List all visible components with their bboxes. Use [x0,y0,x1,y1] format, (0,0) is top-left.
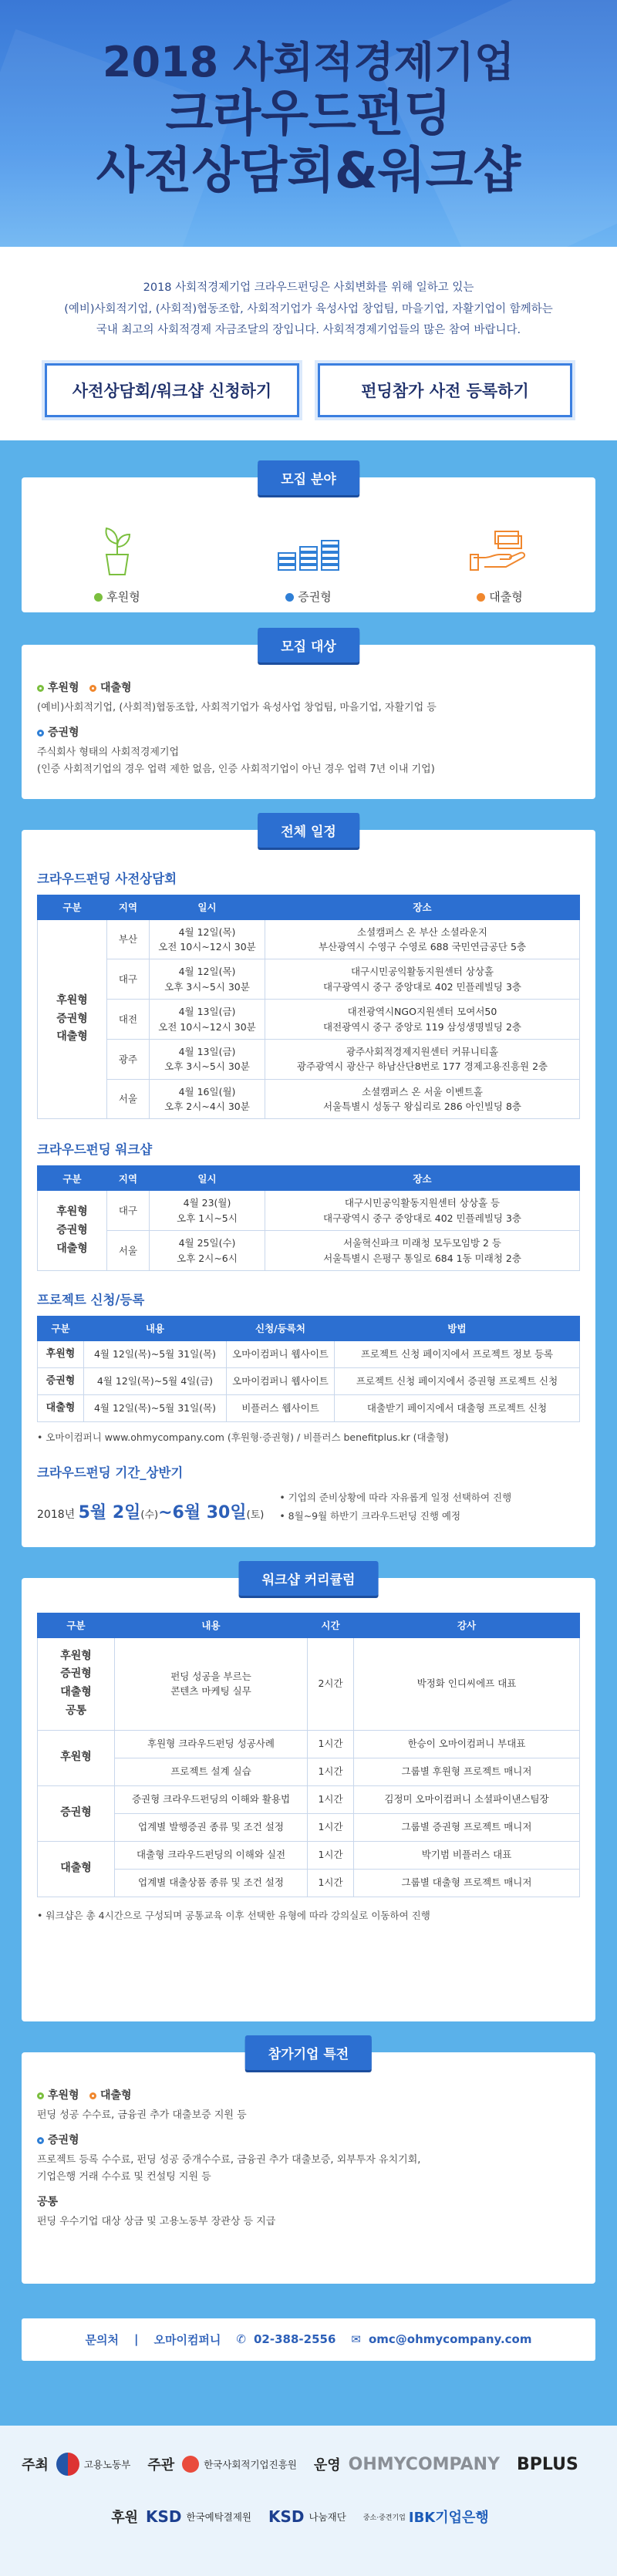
kosea-icon [182,2456,199,2473]
table-header: 방법 [335,1316,580,1340]
ksd-logo: KSD 한국예탁결제원 [145,2507,252,2526]
content-cell: 대출형 크라우드펀딩의 이해와 실전 [115,1841,308,1869]
target-text: 주식회사 형태의 사회적경제기업 [37,746,180,758]
target-type: 대출형 [99,681,132,694]
blue-ring-icon [37,730,44,737]
teacher-cell: 박기범 비플러스 대표 [354,1841,580,1869]
intro-text-1: 2018 사회적경제기업 크라우드펀딩은 사회변화를 위해 일하고 있는 [143,282,474,294]
orange-ring-icon [89,2092,96,2099]
curriculum-note: • 워크샵은 총 4시간으로 구성되며 공통교육 이후 선택한 유형에 따라 강의실로 이동하여 진행 [37,1909,430,1921]
ksd-foundation-logo: KSD 나눔재단 [268,2507,346,2526]
contact-org: 오마이컴퍼니 [153,2332,221,2347]
region-cell: 대구 [107,1191,150,1231]
hero-line-1: 2018 사회적경제기업 [102,38,515,86]
table-row [38,1191,580,1231]
teacher-cell: 그룹별 증권형 프로젝트 매니저 [354,1813,580,1841]
intro-text-2: (예비)사회적기업, (사회적)협동조합, 사회적기업가 육성사업 창업팀, 마을기업, 자활기업이 함께하는 [64,302,553,315]
table-header: 일시 [150,1166,265,1191]
date-cell: 4월 12일(목) 오후 3시~5시 30분 [150,959,265,1000]
workshop-table [37,1165,580,1271]
consult-title: 크라우드펀딩 사전상담회 [37,871,177,886]
date-cell: 4월 23(월) 오후 1시~5시 [150,1191,265,1231]
host-label: 주최 [22,2457,49,2473]
orange-ring-icon [89,685,96,692]
group-cell: 대출형 [38,1841,115,1897]
where-cell: 비플러스 웹사이트 [227,1395,335,1422]
method-cell: 대출받기 페이지에서 대출형 프로젝트 신청 [335,1395,580,1422]
group-label: 증권형 [56,1012,88,1025]
table-header: 일시 [150,895,265,919]
time-cell: 1시간 [308,1813,354,1841]
date-cell: 4월 25일(수) 오후 2시~6시 [150,1231,265,1271]
time-cell: 1시간 [308,1758,354,1785]
benefit-text: 펀딩 우수기업 대상 상금 및 고용노동부 장관상 등 지급 [37,2215,276,2227]
table-header: 지역 [107,1166,150,1191]
where-cell: 오마이컴퍼니 웹사이트 [227,1367,335,1394]
group-cell: 증권형 [38,1785,115,1841]
host-logo: 고용노동부 [56,2453,130,2476]
organizer-logo: 한국사회적기업진흥원 [182,2456,297,2473]
contact-separator: | [133,2332,139,2347]
field-item [231,524,386,605]
table-row [38,1869,580,1897]
period-title: 크라우드펀딩 기간_상반기 [37,1465,184,1481]
table-row [38,1841,580,1869]
time-cell: 1시간 [308,1730,354,1758]
table-header: 신청/등록처 [227,1316,335,1340]
benefit-type: 대출형 [99,2089,132,2102]
target-text: (예비)사회적기업, (사회적)협동조합, 사회적기업가 육성사업 창업팀, 마을기업, 자활기업 등 [37,701,437,713]
orange-dot-icon [477,593,485,602]
date-cell: 4월 16일(월) 오후 2시~4시 30분 [150,1079,265,1119]
sponsor-row-1 [0,2426,617,2476]
blue-dot-icon [285,593,294,602]
project-title: 프로젝트 신청/등록 [37,1292,145,1307]
teacher-cell: 김정미 오마이컴퍼니 소셜파이낸스팀장 [354,1785,580,1813]
group-cell: 후원형 [38,1730,115,1785]
place-cell: 광주사회적경제지원센터 커뮤니티홀 광주광역시 광산구 하남산단8번로 177 경제고용진흥원 2층 [265,1039,580,1079]
group-label: 후원형 [56,993,88,1006]
content-cell: 프로젝트 설계 실습 [115,1758,308,1785]
group-label: 대출형 [56,1242,88,1255]
group-cell [38,919,107,1119]
field-label: 증권형 [298,589,332,604]
benefit-type: 증권형 [48,2133,79,2146]
content-cell: 업계별 대출상품 종류 및 조건 설정 [115,1869,308,1897]
table-row [38,1079,580,1119]
benefits-section [22,2046,595,2284]
content-cell: 증권형 크라우드펀딩의 이해와 활용법 [115,1785,308,1813]
curriculum-section [22,1572,595,2021]
hero-title [0,0,617,200]
place-cell: 대전광역시NGO지원센터 모여서50 대전광역시 중구 중앙로 119 삼성생명빌딩 2층 [265,1000,580,1040]
type-cell: 후원형 [38,1340,84,1367]
organizer-label: 주관 [147,2457,175,2473]
table-header: 구분 [38,1166,107,1191]
where-cell: 오마이컴퍼니 웹사이트 [227,1340,335,1367]
hero-banner [0,0,617,247]
time-cell: 1시간 [308,1841,354,1869]
table-row [38,919,580,959]
region-cell: 서울 [107,1231,150,1271]
group-label: 대출형 [56,1030,88,1044]
period-dates: 2018년 5월 2일(수)~6월 30일(토) [37,1503,265,1523]
field-item [423,524,577,605]
hero-line-2: 크라우드펀딩 [165,86,452,143]
table-row [38,1039,580,1079]
table-header: 내용 [84,1316,227,1340]
date-cell: 4월 13일(금) 오전 10시~12시 30분 [150,1000,265,1040]
benefit-text: 펀딩 성공 수수료, 금융권 추가 대출보증 지원 등 [37,2109,247,2121]
target-type: 후원형 [48,681,79,694]
target-text: (인증 사회적기업의 경우 업력 제한 없음, 인증 사회적기업이 아닌 경우 업력 7년 이내 기업) [37,763,435,775]
field-label: 대출형 [489,589,523,604]
curriculum-table [37,1613,580,1897]
period-block [37,1489,580,1526]
group-cell: 후원형 증권형 대출형 공통 [38,1637,115,1730]
plant-icon [94,524,140,578]
hand-money-icon [469,524,531,578]
table-header: 구분 [38,1316,84,1340]
benefit-text: 기업은행 거래 수수료 및 컨설팅 지원 등 [37,2170,211,2183]
table-row [38,1813,580,1841]
table-row [38,1730,580,1758]
table-row [38,1000,580,1040]
table-row [38,1395,580,1422]
register-button[interactable]: 펀딩참가 사전 등록하기 [318,363,572,417]
teacher-cell: 한승이 오마이컴퍼니 부대표 [354,1730,580,1758]
type-cell: 대출형 [38,1395,84,1422]
place-cell: 소셜캠퍼스 온 부산 소셜라운지 부산광역시 수영구 수영로 688 국민연금공단 5층 [265,919,580,959]
table-header: 내용 [115,1613,308,1637]
schedule-section [22,824,595,1547]
table-header: 구분 [38,895,107,919]
support-label: 후원 [111,2510,138,2526]
mail-icon: ✉ [351,2332,361,2347]
content-cell: 업계별 발행증권 종류 및 조건 설정 [115,1813,308,1841]
blue-ring-icon [37,2137,44,2144]
time-cell: 2시간 [308,1637,354,1730]
time-cell: 1시간 [308,1869,354,1897]
green-ring-icon [37,2092,44,2099]
operator-label: 운영 [313,2457,341,2473]
sponsors-footer [0,2426,617,2576]
benefit-text: 프로젝트 등록 수수료, 펀딩 성공 중개수수료, 금융권 추가 대출보증, 외부투자 유치기회, [37,2153,421,2166]
content-cell: 4월 12일(목)~5월 4일(금) [84,1367,227,1394]
time-cell: 1시간 [308,1785,354,1813]
bplus-logo: BPLUS [517,2454,578,2474]
sponsor-row-2 [0,2476,617,2527]
region-cell: 광주 [107,1039,150,1079]
project-table [37,1316,580,1422]
region-cell: 대구 [107,959,150,1000]
place-cell: 소셜캠퍼스 온 서울 이벤트홀 서울특별시 성동구 왕십리로 286 아인빌딩 8층 [265,1079,580,1119]
content-cell: 후원형 크라우드펀딩 성공사례 [115,1730,308,1758]
table-header: 지역 [107,895,150,919]
table-header: 시간 [308,1613,354,1637]
date-cell: 4월 12일(목) 오전 10시~12시 30분 [150,919,265,959]
method-cell: 프로젝트 신청 페이지에서 프로젝트 정보 등록 [335,1340,580,1367]
contact-label: 문의처 [85,2332,119,2347]
curriculum-tag: 워크샵 커리큘럼 [239,1561,379,1596]
region-cell: 대전 [107,1000,150,1040]
table-header: 장소 [265,1166,580,1191]
region-cell: 부산 [107,919,150,959]
period-notes: • 기업의 준비상황에 따라 자유롭게 일정 선택하여 진행 • 8월~9월 하반기 크라우드펀딩 진행 예정 [279,1492,512,1522]
method-cell: 프로젝트 신청 페이지에서 증권형 프로젝트 신청 [335,1367,580,1394]
table-row [38,1231,580,1271]
type-cell: 증권형 [38,1367,84,1394]
hero-line-3: 사전상담회&워크샵 [96,142,521,200]
content-cell: 4월 12일(목)~5월 31일(목) [84,1395,227,1422]
contact-phone[interactable]: 02-388-2556 [254,2332,336,2347]
table-header: 장소 [265,895,580,919]
intro-text-3: 국내 최고의 사회적경제 자금조달의 장입니다. 사회적경제기업들의 많은 참여 바랍니다. [96,324,521,337]
table-row [38,1637,580,1730]
table-row [38,1340,580,1367]
group-cell [38,1191,107,1271]
field-label: 후원형 [106,589,140,604]
place-cell: 대구시민공익활동지원센터 상상홀 대구광역시 중구 중앙대로 402 민플레빌딩 3층 [265,959,580,1000]
target-type: 증권형 [48,726,79,739]
green-dot-icon [94,593,103,602]
target-tag: 모집 대상 [258,628,359,663]
target-section [22,639,595,799]
place-cell: 서울혁신파크 미래청 모두모임방 2 등 서울특별시 은평구 통일로 684 1동 미래청 2층 [265,1231,580,1271]
content-cell: 펀딩 성공을 부르는 콘텐츠 마케팅 실무 [115,1637,308,1730]
coins-icon [274,524,343,578]
content-cell: 4월 12일(목)~5월 31일(목) [84,1340,227,1367]
ibk-logo: 중소·중견기업 IBK기업은행 [362,2510,489,2526]
apply-button[interactable]: 사전상담회/워크샵 신청하기 [45,363,299,417]
consult-table [37,895,580,1120]
green-ring-icon [37,685,44,692]
date-cell: 4월 13일(금) 오후 3시~5시 30분 [150,1039,265,1079]
teacher-cell: 그룹별 대출형 프로젝트 매니저 [354,1869,580,1897]
phone-icon: ✆ [236,2332,246,2347]
intro-section [0,247,617,440]
teacher-cell: 박정화 인디씨에프 대표 [354,1637,580,1730]
table-row [38,1758,580,1785]
table-row [38,1785,580,1813]
group-label: 증권형 [56,1223,88,1236]
region-cell: 서울 [107,1079,150,1119]
teacher-cell: 그룹별 후원형 프로젝트 매니저 [354,1758,580,1785]
contact-email[interactable]: omc@ohmycompany.com [368,2332,532,2347]
benefit-type: 공통 [37,2195,59,2208]
table-row [38,959,580,1000]
table-header: 구분 [38,1613,115,1637]
workshop-title: 크라우드펀딩 워크샵 [37,1142,153,1158]
table-row [38,1367,580,1394]
table-header: 강사 [354,1613,580,1637]
field-item [40,524,194,605]
contact-bar [22,2318,595,2361]
ohmycompany-logo: OHMYCOMPANY [348,2454,501,2474]
fields-tag: 모집 분야 [258,460,359,495]
benefit-type: 후원형 [48,2089,79,2102]
fields-section [22,471,595,612]
taegeuk-icon [56,2453,79,2476]
benefits-tag: 참가기업 특전 [245,2035,372,2070]
schedule-tag: 전체 일정 [258,813,359,848]
place-cell: 대구시민공익활동지원센터 상상홀 등 대구광역시 중구 중앙대로 402 민플레빌딩 3층 [265,1191,580,1231]
project-note: • 오마이컴퍼니 www.ohmycompany.com (후원형·증권형) / 비플러스 benefitplus.kr (대출형) [37,1431,449,1444]
group-label: 후원형 [56,1205,88,1218]
